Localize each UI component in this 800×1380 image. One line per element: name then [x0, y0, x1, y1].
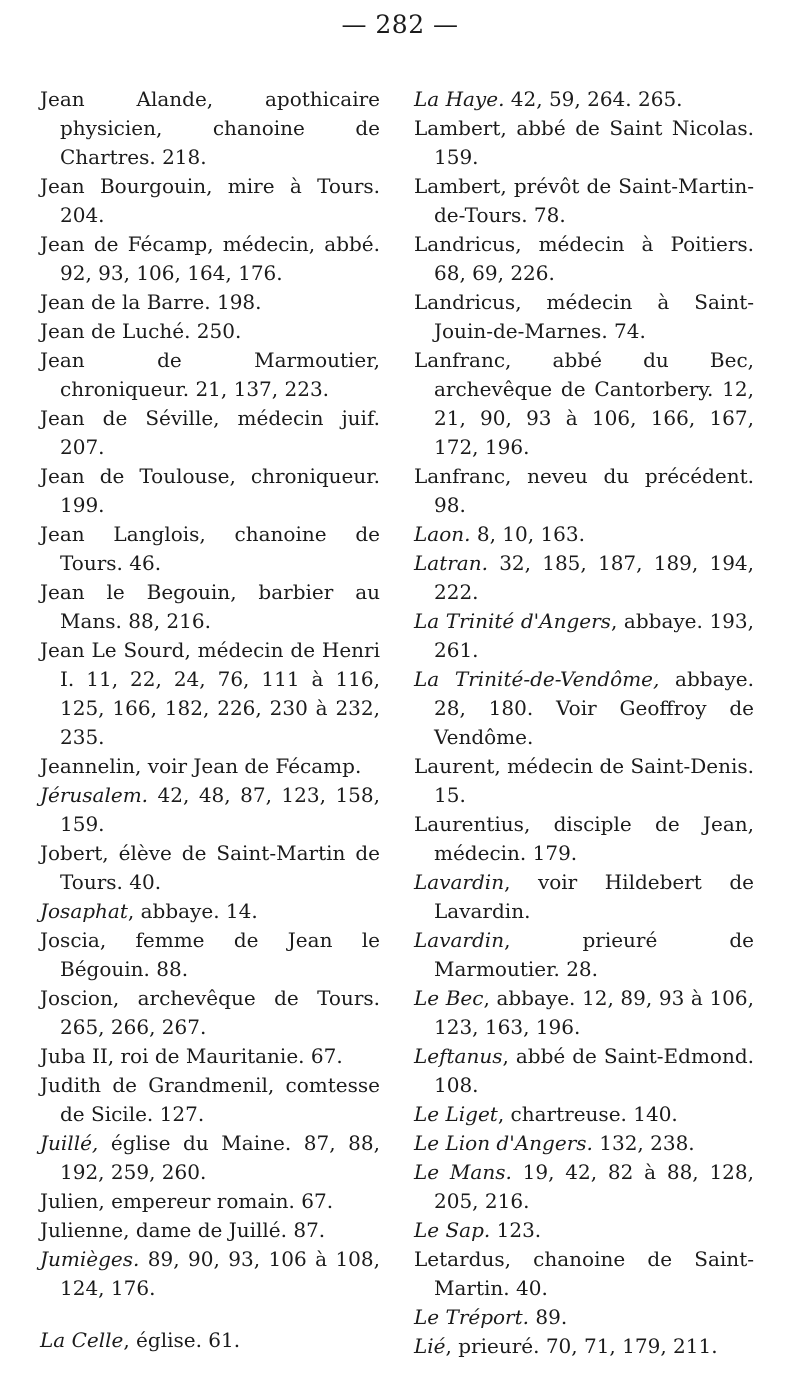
- entry-text: , chartreuse. 140.: [497, 1102, 678, 1126]
- entry-text: Joscia, femme de Jean le Bégouin. 88.: [40, 928, 380, 981]
- index-entry: [40, 317, 380, 346]
- entry-text: Lanfranc, neveu du précédent. 98.: [414, 464, 754, 517]
- index-entry: [414, 1129, 754, 1158]
- entry-text: Jeannelin, voir Jean de Fécamp.: [40, 754, 362, 778]
- index-entry: [414, 1158, 754, 1216]
- index-entry: [414, 288, 754, 346]
- index-entry: [40, 1216, 380, 1245]
- index-entry: [414, 868, 754, 926]
- entry-text: 19, 42, 82 à 88, 128, 205, 216.: [434, 1160, 754, 1213]
- index-entry: [40, 1187, 380, 1216]
- entry-text: Jean Alande, apothicaire physicien, chanoine de Chartres. 218.: [40, 87, 380, 169]
- index-entry: [40, 462, 380, 520]
- entry-text: Jobert, élève de Saint-Martin de Tours. 40.: [40, 841, 380, 894]
- index-entry: [414, 984, 754, 1042]
- index-entry: [40, 781, 380, 839]
- entry-heading: Le Bec: [414, 986, 484, 1010]
- index-entry: [414, 114, 754, 172]
- entry-heading: La Trinité-de-Vendôme,: [414, 667, 660, 691]
- entry-heading: Jérusalem.: [40, 783, 149, 807]
- index-entry: [414, 752, 754, 810]
- entry-text: 8, 10, 163.: [470, 522, 585, 546]
- page-number: — 282 —: [341, 10, 459, 39]
- entry-heading: Lié: [414, 1334, 446, 1358]
- index-entry: [414, 1216, 754, 1245]
- index-entry: [414, 926, 754, 984]
- index-entry: [40, 1245, 380, 1303]
- index-entry: [40, 839, 380, 897]
- index-entry: [40, 1129, 380, 1187]
- entry-text: , voir Hildebert de Lavardin.: [434, 870, 754, 923]
- entry-text: Lambert, abbé de Saint Nicolas. 159.: [414, 116, 754, 169]
- index-entry: [40, 1042, 380, 1071]
- entry-text: Letardus, chanoine de Saint-Martin. 40.: [414, 1247, 754, 1300]
- entry-text: 32, 185, 187, 189, 194, 222.: [434, 551, 754, 604]
- entry-text: 42, 48, 87, 123, 158, 159.: [60, 783, 380, 836]
- entry-heading: Juillé,: [40, 1131, 99, 1155]
- entry-text: , abbaye. 193, 261.: [434, 609, 754, 662]
- entry-text: Jean de Toulouse, chroniqueur. 199.: [40, 464, 380, 517]
- index-entry: [414, 520, 754, 549]
- index-entry: [40, 578, 380, 636]
- entry-text: 89.: [529, 1305, 568, 1329]
- entry-heading: Le Mans.: [414, 1160, 512, 1184]
- index-entry: [40, 85, 380, 172]
- index-entry: [40, 984, 380, 1042]
- entry-heading: Le Lion d'Angers.: [414, 1131, 593, 1155]
- index-entry: [414, 1332, 754, 1361]
- index-entry: [40, 520, 380, 578]
- index-entry: [414, 1100, 754, 1129]
- index-entry: [414, 810, 754, 868]
- entry-heading: Le Sap.: [414, 1218, 491, 1242]
- entry-text: Jean Langlois, chanoine de Tours. 46.: [40, 522, 380, 575]
- index-entry: [414, 1042, 754, 1100]
- entry-text: 42, 59, 264. 265.: [504, 87, 683, 111]
- entry-text: 132, 238.: [592, 1131, 695, 1155]
- entry-text: , église. 61.: [123, 1328, 241, 1352]
- entry-heading: La Haye.: [414, 87, 505, 111]
- index-entry: [414, 346, 754, 462]
- index-entry: [40, 172, 380, 230]
- entry-heading: Le Tréport.: [414, 1305, 530, 1329]
- entry-text: Landricus, médecin à Poitiers. 68, 69, 226.: [414, 232, 754, 285]
- entry-text: , abbé de Saint-Edmond. 108.: [434, 1044, 754, 1097]
- index-entry: [40, 897, 380, 926]
- entry-text: 89, 90, 93, 106 à 108, 124, 176.: [60, 1247, 380, 1300]
- index-entry: [40, 926, 380, 984]
- entry-text: Julien, empereur romain. 67.: [40, 1189, 334, 1213]
- entry-text: Judith de Grandmenil, comtesse de Sicile. 127.: [40, 1073, 380, 1126]
- index-entry: [414, 1245, 754, 1303]
- entry-heading: Leftanus: [414, 1044, 503, 1068]
- entry-text: Jean de Fécamp, médecin, abbé. 92, 93, 106, 164, 176.: [40, 232, 380, 285]
- index-entry: [40, 1071, 380, 1129]
- index-entry: [40, 1326, 380, 1355]
- index-entry: [40, 404, 380, 462]
- entry-gap: [40, 1303, 380, 1326]
- entry-text: Jean de Luché. 250.: [40, 319, 242, 343]
- index-entry: [414, 607, 754, 665]
- entry-text: église du Maine. 87, 88, 192, 259, 260.: [60, 1131, 380, 1184]
- index-entry: [40, 636, 380, 752]
- entry-text: , abbaye. 12, 89, 93 à 106, 123, 163, 196.: [434, 986, 754, 1039]
- entry-text: Laurentius, disciple de Jean, médecin. 179.: [414, 812, 754, 865]
- entry-text: Jean de Séville, médecin juif. 207.: [40, 406, 380, 459]
- entry-heading: La Trinité d'Angers: [414, 609, 611, 633]
- entry-text: abbaye. 28, 180. Voir Geoffroy de Vendôme.: [434, 667, 754, 749]
- entry-text: , prieuré. 70, 71, 179, 211.: [445, 1334, 718, 1358]
- entry-heading: Lavardin: [414, 870, 505, 894]
- index-entry: [40, 346, 380, 404]
- entry-text: Jean de Marmoutier, chroniqueur. 21, 137, 223.: [40, 348, 380, 401]
- entry-text: , prieuré de Marmoutier. 28.: [434, 928, 754, 981]
- index-entry: [414, 85, 754, 114]
- index-entry: [414, 172, 754, 230]
- entry-text: Julienne, dame de Juillé. 87.: [40, 1218, 326, 1242]
- index-entry: [414, 1303, 754, 1332]
- entry-text: Jean Le Sourd, médecin de Henri I. 11, 22, 24, 76, 111 à 116, 125, 166, 182, 226, 230 à 232, 235.: [40, 638, 380, 749]
- entry-text: Jean de la Barre. 198.: [40, 290, 262, 314]
- index-column-right: [414, 85, 754, 1361]
- entry-text: Landricus, médecin à Saint-Jouin-de-Marnes. 74.: [414, 290, 754, 343]
- entry-heading: Le Liget: [414, 1102, 498, 1126]
- entry-heading: Josaphat: [40, 899, 128, 923]
- index-entry: [40, 752, 380, 781]
- entry-heading: Laon.: [414, 522, 471, 546]
- entry-text: Jean Bourgouin, mire à Tours. 204.: [40, 174, 380, 227]
- entry-text: Joscion, archevêque de Tours. 265, 266, 267.: [40, 986, 380, 1039]
- entry-heading: La Celle: [40, 1328, 124, 1352]
- entry-text: Laurent, médecin de Saint-Denis. 15.: [414, 754, 754, 807]
- entry-text: Lambert, prévôt de Saint-Martin-de-Tours. 78.: [414, 174, 754, 227]
- entry-heading: Lavardin: [414, 928, 505, 952]
- entry-heading: Latran.: [414, 551, 488, 575]
- index-entry: [40, 230, 380, 288]
- index-entry: [40, 288, 380, 317]
- index-entry: [414, 230, 754, 288]
- entry-text: Juba II, roi de Mauritanie. 67.: [40, 1044, 343, 1068]
- index-entry: [414, 665, 754, 752]
- index-column-left: [40, 85, 380, 1355]
- entry-text: Jean le Begouin, barbier au Mans. 88, 216.: [40, 580, 380, 633]
- entry-text: 123.: [490, 1218, 542, 1242]
- index-entry: [414, 549, 754, 607]
- entry-text: Lanfranc, abbé du Bec, archevêque de Cantorbery. 12, 21, 90, 93 à 106, 166, 167, 172, 196.: [414, 348, 754, 459]
- entry-heading: Jumièges.: [40, 1247, 140, 1271]
- index-entry: [414, 462, 754, 520]
- entry-text: , abbaye. 14.: [127, 899, 258, 923]
